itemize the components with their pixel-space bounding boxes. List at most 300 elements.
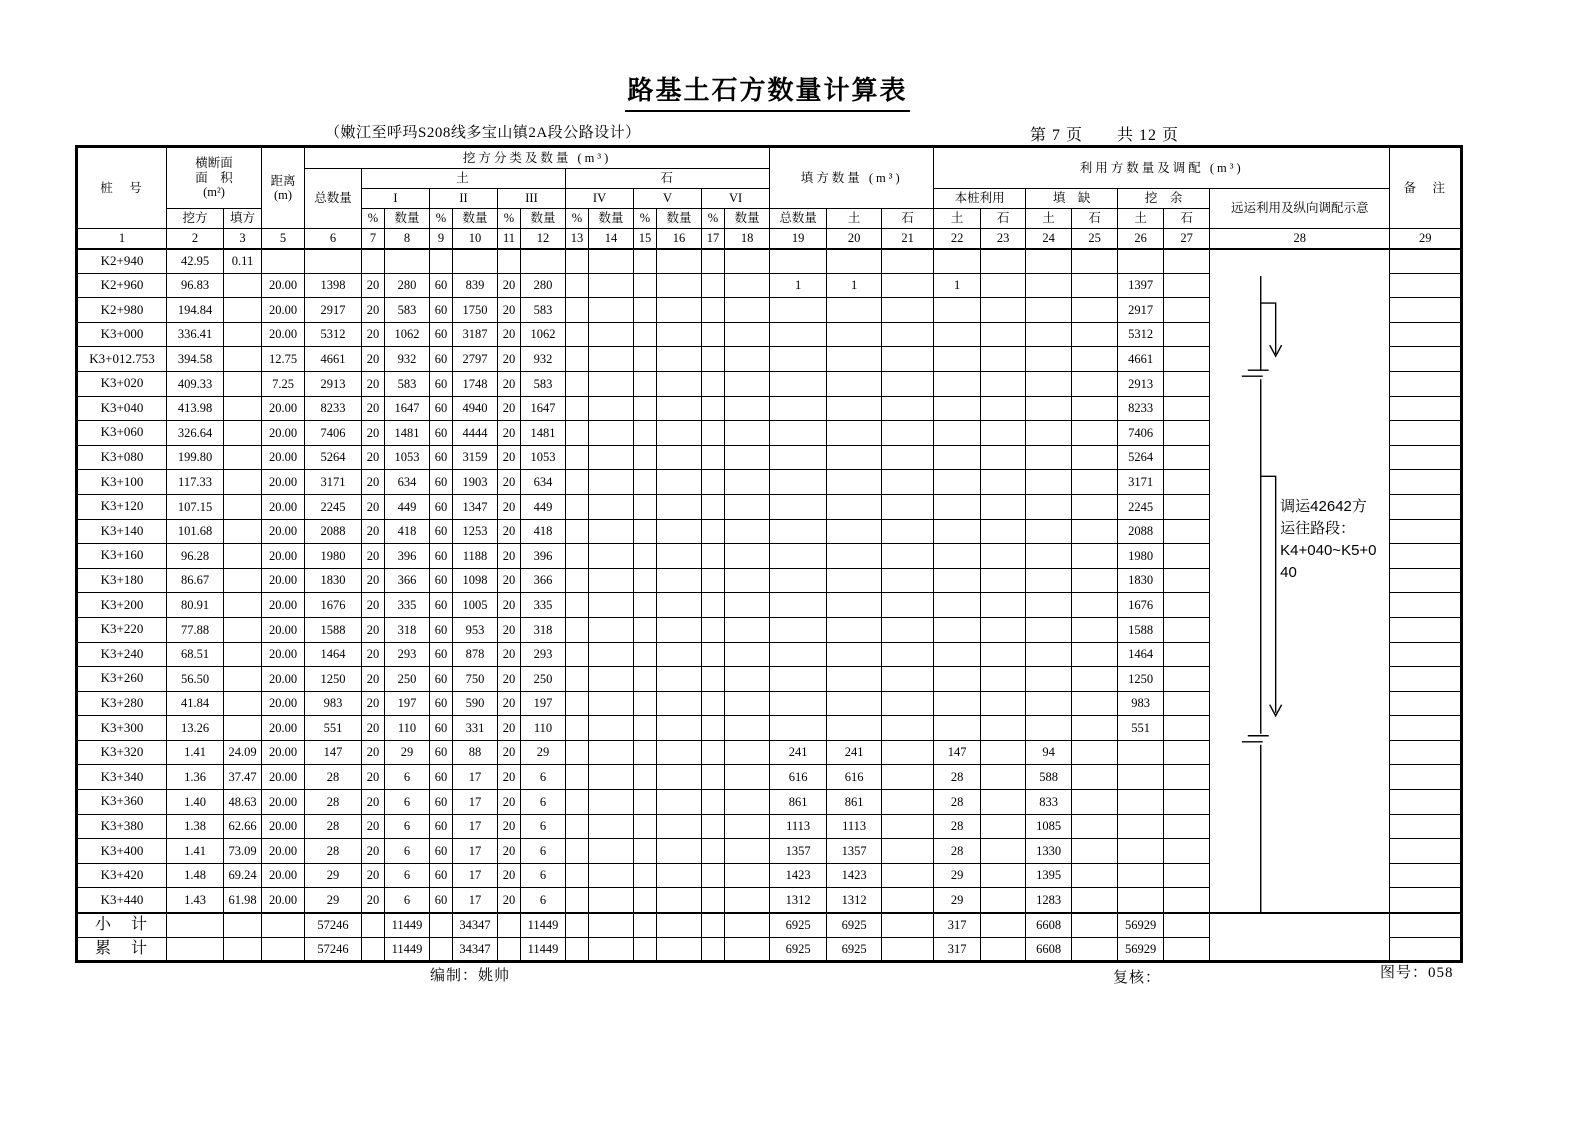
value-cell: 6 <box>385 839 430 864</box>
value-cell <box>224 716 262 741</box>
value-cell: 28 <box>934 839 981 864</box>
value-cell <box>1118 740 1164 765</box>
value-cell <box>589 863 634 888</box>
value-cell <box>657 765 702 790</box>
value-cell <box>566 568 589 593</box>
value-cell: 6 <box>385 765 430 790</box>
value-cell: 20.00 <box>262 790 305 815</box>
value-cell <box>566 765 589 790</box>
value-cell: 7406 <box>1118 421 1164 446</box>
remark-cell <box>1390 445 1462 470</box>
value-cell: 60 <box>430 494 453 519</box>
value-cell <box>1072 863 1118 888</box>
value-cell: 583 <box>521 371 566 396</box>
value-cell: 1464 <box>305 642 362 667</box>
value-cell <box>981 716 1026 741</box>
value-cell <box>634 347 657 372</box>
value-cell <box>1164 568 1210 593</box>
value-cell <box>566 494 589 519</box>
value-cell <box>827 494 882 519</box>
value-cell: 1.43 <box>167 888 224 913</box>
value-cell <box>981 421 1026 446</box>
value-cell <box>882 298 934 323</box>
value-cell <box>981 298 1026 323</box>
value-cell <box>589 470 634 495</box>
value-cell <box>725 839 770 864</box>
value-cell: 17 <box>453 814 498 839</box>
value-cell: 3159 <box>453 445 498 470</box>
value-cell: 29 <box>305 863 362 888</box>
station-cell: K3+280 <box>77 691 167 716</box>
station-cell: K2+960 <box>77 273 167 298</box>
value-cell <box>770 421 827 446</box>
value-cell <box>981 593 1026 618</box>
value-cell <box>725 371 770 396</box>
value-cell <box>827 371 882 396</box>
header-fill: 填方 <box>224 209 262 229</box>
value-cell: 861 <box>827 790 882 815</box>
table-row <box>77 913 1462 938</box>
value-cell <box>882 617 934 642</box>
col-number-cell: 17 <box>702 229 725 249</box>
value-cell: 5264 <box>305 445 362 470</box>
value-cell: 20 <box>362 617 385 642</box>
station-cell: K3+240 <box>77 642 167 667</box>
value-cell <box>224 937 262 962</box>
value-cell <box>453 249 498 274</box>
value-cell <box>634 937 657 962</box>
value-cell: 11449 <box>521 937 566 962</box>
value-cell <box>634 691 657 716</box>
value-cell: 932 <box>521 347 566 372</box>
value-cell <box>657 421 702 446</box>
value-cell <box>882 814 934 839</box>
value-cell: 2797 <box>453 347 498 372</box>
value-cell: 293 <box>385 642 430 667</box>
header-onsite-use: 本桩利用 <box>934 189 1026 209</box>
value-cell <box>566 421 589 446</box>
header-area-line2: 面 积 <box>195 170 233 185</box>
value-cell <box>702 642 725 667</box>
value-cell: 583 <box>521 298 566 323</box>
value-cell <box>589 568 634 593</box>
value-cell: 4661 <box>305 347 362 372</box>
value-cell <box>1026 249 1072 274</box>
value-cell: 4661 <box>1118 347 1164 372</box>
value-cell <box>634 396 657 421</box>
header-total-qty: 总数量 <box>305 169 362 229</box>
value-cell <box>262 249 305 274</box>
remark-cell <box>1390 421 1462 446</box>
station-cell: K3+300 <box>77 716 167 741</box>
value-cell <box>827 568 882 593</box>
value-cell <box>725 814 770 839</box>
value-cell <box>566 371 589 396</box>
value-cell <box>725 790 770 815</box>
value-cell: 20.00 <box>262 839 305 864</box>
value-cell: 583 <box>385 371 430 396</box>
value-cell <box>634 593 657 618</box>
value-cell <box>882 249 934 274</box>
haul-diagram-cell <box>1210 249 1390 913</box>
header-fill-rock: 石 <box>882 209 934 229</box>
value-cell <box>882 593 934 618</box>
value-cell: 878 <box>453 642 498 667</box>
value-cell <box>934 716 981 741</box>
value-cell: 60 <box>430 839 453 864</box>
value-cell <box>1118 249 1164 274</box>
value-cell: 60 <box>430 691 453 716</box>
value-cell <box>566 716 589 741</box>
value-cell <box>657 642 702 667</box>
value-cell: 56929 <box>1118 913 1164 938</box>
value-cell <box>981 839 1026 864</box>
value-cell: 396 <box>385 544 430 569</box>
value-cell: 20 <box>498 568 521 593</box>
value-cell <box>634 371 657 396</box>
value-cell <box>1164 298 1210 323</box>
value-cell: 60 <box>430 519 453 544</box>
value-cell <box>770 494 827 519</box>
value-cell: 20.00 <box>262 667 305 692</box>
value-cell <box>1072 691 1118 716</box>
value-cell <box>725 421 770 446</box>
value-cell <box>1026 273 1072 298</box>
value-cell: 2088 <box>305 519 362 544</box>
value-cell: 20.00 <box>262 396 305 421</box>
value-cell <box>827 716 882 741</box>
value-cell <box>1026 519 1072 544</box>
value-cell <box>1118 839 1164 864</box>
col-number-cell: 22 <box>934 229 981 249</box>
station-cell: K3+080 <box>77 445 167 470</box>
value-cell <box>634 667 657 692</box>
value-cell: 20 <box>498 593 521 618</box>
value-cell <box>934 544 981 569</box>
value-cell <box>702 347 725 372</box>
value-cell <box>521 249 566 274</box>
value-cell: 11449 <box>521 913 566 938</box>
value-cell: 60 <box>430 863 453 888</box>
value-cell <box>224 691 262 716</box>
value-cell <box>1026 470 1072 495</box>
value-cell <box>224 421 262 446</box>
col-number-cell: 23 <box>981 229 1026 249</box>
value-cell: 5312 <box>305 322 362 347</box>
value-cell <box>657 371 702 396</box>
value-cell: 20 <box>362 322 385 347</box>
header-area-line1: 横断面 <box>195 156 233 171</box>
value-cell <box>827 322 882 347</box>
station-cell: K3+420 <box>77 863 167 888</box>
value-cell <box>224 519 262 544</box>
value-cell <box>1072 347 1118 372</box>
value-cell: 1423 <box>770 863 827 888</box>
value-cell: 41.84 <box>167 691 224 716</box>
value-cell <box>657 667 702 692</box>
header-distance <box>262 147 305 229</box>
remark-cell <box>1390 470 1462 495</box>
value-cell: 28 <box>305 765 362 790</box>
value-cell <box>702 470 725 495</box>
value-cell <box>770 593 827 618</box>
value-cell <box>566 544 589 569</box>
value-cell <box>657 937 702 962</box>
value-cell <box>770 642 827 667</box>
value-cell: 60 <box>430 371 453 396</box>
col-number-cell: 24 <box>1026 229 1072 249</box>
value-cell: 1.41 <box>167 839 224 864</box>
value-cell <box>1072 249 1118 274</box>
value-cell <box>770 396 827 421</box>
prepared-by: 编制：姚帅 <box>430 968 511 984</box>
value-cell: 11449 <box>385 937 430 962</box>
value-cell: 6608 <box>1026 913 1072 938</box>
value-cell: 8233 <box>305 396 362 421</box>
header-excavation-group: 挖方分类及数量 (m³) <box>305 147 770 169</box>
value-cell <box>702 298 725 323</box>
station-cell: K3+012.753 <box>77 347 167 372</box>
value-cell: 20.00 <box>262 642 305 667</box>
value-cell: 56.50 <box>167 667 224 692</box>
value-cell <box>827 445 882 470</box>
value-cell <box>566 888 589 913</box>
value-cell <box>362 249 385 274</box>
value-cell: 20 <box>498 691 521 716</box>
value-cell <box>934 322 981 347</box>
value-cell <box>566 593 589 618</box>
value-cell: 60 <box>430 273 453 298</box>
value-cell <box>725 667 770 692</box>
value-cell <box>934 568 981 593</box>
value-cell <box>934 371 981 396</box>
value-cell <box>770 445 827 470</box>
remark-cell <box>1390 617 1462 642</box>
value-cell <box>981 814 1026 839</box>
value-cell: 69.24 <box>224 863 262 888</box>
value-cell <box>882 716 934 741</box>
value-cell: 335 <box>385 593 430 618</box>
value-cell <box>657 790 702 815</box>
value-cell <box>725 544 770 569</box>
value-cell: 20 <box>498 347 521 372</box>
header-row-1 <box>77 147 1462 169</box>
col-number-cell: 2 <box>167 229 224 249</box>
value-cell: 13.26 <box>167 716 224 741</box>
value-cell <box>882 863 934 888</box>
value-cell: 34347 <box>453 913 498 938</box>
value-cell <box>702 863 725 888</box>
value-cell <box>1026 371 1072 396</box>
value-cell: 60 <box>430 470 453 495</box>
value-cell <box>702 667 725 692</box>
value-cell <box>589 273 634 298</box>
value-cell: 20 <box>498 322 521 347</box>
value-cell <box>770 568 827 593</box>
value-cell: 28 <box>934 814 981 839</box>
value-cell <box>566 913 589 938</box>
station-cell: K3+340 <box>77 765 167 790</box>
header-distance-label: 距离 <box>270 173 296 188</box>
value-cell: 326.64 <box>167 421 224 446</box>
value-cell <box>1072 322 1118 347</box>
value-cell: 318 <box>385 617 430 642</box>
value-cell: 60 <box>430 445 453 470</box>
value-cell <box>770 519 827 544</box>
value-cell <box>589 642 634 667</box>
title-wrap <box>75 70 1460 112</box>
value-cell <box>1072 273 1118 298</box>
value-cell: 28 <box>934 790 981 815</box>
station-cell: K3+180 <box>77 568 167 593</box>
value-cell <box>1118 863 1164 888</box>
remark-cell <box>1390 716 1462 741</box>
value-cell <box>657 814 702 839</box>
value-cell <box>589 494 634 519</box>
value-cell <box>934 593 981 618</box>
value-cell <box>827 691 882 716</box>
value-cell: 60 <box>430 617 453 642</box>
value-cell <box>882 568 934 593</box>
value-cell: 20 <box>362 765 385 790</box>
value-cell <box>362 937 385 962</box>
value-cell <box>770 667 827 692</box>
value-cell <box>981 913 1026 938</box>
value-cell <box>1072 740 1118 765</box>
value-cell <box>725 494 770 519</box>
value-cell: 1647 <box>385 396 430 421</box>
value-cell <box>657 888 702 913</box>
value-cell: 60 <box>430 322 453 347</box>
value-cell <box>827 249 882 274</box>
col-number-cell: 6 <box>305 229 362 249</box>
station-cell: K3+360 <box>77 790 167 815</box>
value-cell <box>934 298 981 323</box>
value-cell <box>882 740 934 765</box>
remark-cell <box>1390 273 1462 298</box>
value-cell: 68.51 <box>167 642 224 667</box>
value-cell <box>1026 347 1072 372</box>
col-number-cell: 11 <box>498 229 521 249</box>
value-cell <box>1026 494 1072 519</box>
remark-cell <box>1390 863 1462 888</box>
value-cell: 1750 <box>453 298 498 323</box>
value-cell: 60 <box>430 421 453 446</box>
value-cell <box>725 593 770 618</box>
value-cell: 20.00 <box>262 273 305 298</box>
value-cell <box>566 470 589 495</box>
value-cell <box>1164 790 1210 815</box>
value-cell <box>634 740 657 765</box>
value-cell <box>702 249 725 274</box>
value-cell <box>566 814 589 839</box>
station-cell: K3+000 <box>77 322 167 347</box>
value-cell: 833 <box>1026 790 1072 815</box>
value-cell <box>981 322 1026 347</box>
col-number-cell: 19 <box>770 229 827 249</box>
value-cell <box>589 593 634 618</box>
value-cell <box>589 716 634 741</box>
col-number-cell: 8 <box>385 229 430 249</box>
value-cell <box>827 396 882 421</box>
value-cell: 20 <box>498 421 521 446</box>
station-cell: 小 计 <box>77 913 167 938</box>
remark-cell <box>1390 298 1462 323</box>
value-cell: 1423 <box>827 863 882 888</box>
value-cell: 20.00 <box>262 740 305 765</box>
header-area <box>167 147 262 209</box>
value-cell <box>981 863 1026 888</box>
value-cell <box>224 273 262 298</box>
value-cell: 20 <box>362 298 385 323</box>
value-cell <box>882 347 934 372</box>
page-number: 第 7 页 共 12 页 <box>1030 127 1180 144</box>
value-cell <box>657 839 702 864</box>
value-cell: 6 <box>521 888 566 913</box>
value-cell <box>657 617 702 642</box>
col-number-cell: 3 <box>224 229 262 249</box>
value-cell: 932 <box>385 347 430 372</box>
station-cell: K3+200 <box>77 593 167 618</box>
value-cell <box>634 445 657 470</box>
value-cell <box>1026 544 1072 569</box>
value-cell <box>1072 371 1118 396</box>
value-cell <box>1072 642 1118 667</box>
col-number-cell: 7 <box>362 229 385 249</box>
value-cell <box>1164 765 1210 790</box>
project-subtitle: （嫩江至呼玛S208线多宝山镇2A段公路设计） <box>325 125 641 141</box>
value-cell: 0.11 <box>224 249 262 274</box>
value-cell: 20 <box>498 814 521 839</box>
value-cell <box>981 888 1026 913</box>
value-cell: 42.95 <box>167 249 224 274</box>
value-cell: 20 <box>362 568 385 593</box>
table-body <box>77 249 1462 962</box>
value-cell: 20 <box>362 593 385 618</box>
haul-note-line: 40 <box>1280 563 1297 581</box>
value-cell: 2088 <box>1118 519 1164 544</box>
value-cell <box>827 667 882 692</box>
header-fill-soil: 土 <box>827 209 882 229</box>
value-cell <box>589 249 634 274</box>
earthwork-table <box>75 145 1463 963</box>
remark-cell <box>1390 691 1462 716</box>
value-cell <box>1164 593 1210 618</box>
value-cell <box>934 249 981 274</box>
value-cell <box>934 470 981 495</box>
value-cell: 20.00 <box>262 617 305 642</box>
value-cell <box>1072 765 1118 790</box>
value-cell <box>1026 691 1072 716</box>
value-cell: 1250 <box>305 667 362 692</box>
value-cell <box>725 273 770 298</box>
value-cell <box>702 396 725 421</box>
value-cell: 20 <box>362 445 385 470</box>
value-cell <box>981 470 1026 495</box>
value-cell: 2917 <box>305 298 362 323</box>
value-cell: 5264 <box>1118 445 1164 470</box>
value-cell: 1312 <box>827 888 882 913</box>
value-cell <box>1026 667 1072 692</box>
value-cell: 60 <box>430 347 453 372</box>
value-cell: 20 <box>362 839 385 864</box>
value-cell <box>589 740 634 765</box>
value-cell <box>566 790 589 815</box>
value-cell <box>725 863 770 888</box>
header-pct: % <box>702 209 725 229</box>
value-cell <box>770 544 827 569</box>
value-cell <box>589 519 634 544</box>
